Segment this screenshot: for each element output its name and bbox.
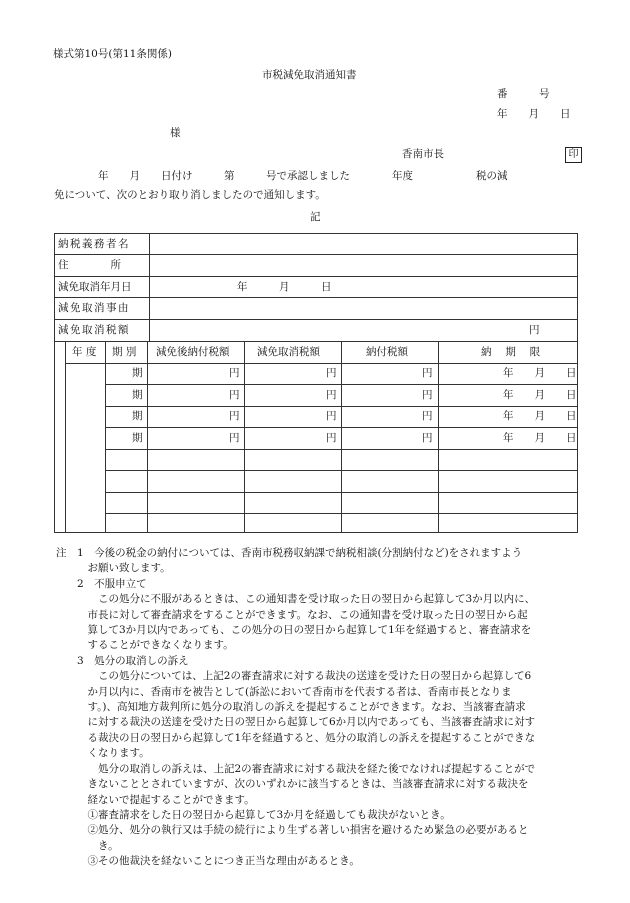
- col-deadline: 納 期 限: [481, 346, 541, 358]
- table-row-pay: 円: [422, 432, 433, 444]
- table-row-deadline: 年 月 日: [503, 432, 577, 444]
- body-line-2: 免について、次のとおり取り消しましたので通知します。: [54, 189, 326, 201]
- table-row-after: 円: [229, 389, 240, 401]
- issuer-name: 香南市長: [402, 148, 444, 160]
- note-line: か月以内に、香南市を被告として(訴訟において香南市を代表する者は、香南市長となりま: [56, 685, 512, 698]
- note-line: ③その他裁決を経ないことにつき正当な理由があるとき。: [56, 855, 360, 868]
- number-label: 番 号: [497, 88, 550, 100]
- notes-section: [56, 546, 584, 870]
- note-line: に対する裁決の送達を受けた日の翌日から起算して6か月以内であっても、当該審査請求に対す: [56, 716, 536, 729]
- col-pay-amount: 納付税額: [366, 346, 408, 358]
- table-row-period: 期: [132, 432, 143, 444]
- note-line: 処分の取消しの訴えは、上記2の審査請求に対する裁決を経た後でなければ提起することがで: [56, 762, 536, 775]
- table-row-deadline: 年 月 日: [503, 367, 577, 379]
- table-row-period: 期: [132, 410, 143, 422]
- note-line: 市長に対して審査請求をすることができます。なお、この通知書を受け取った日の翌日から起: [56, 608, 528, 621]
- cancel-date-label: 減免取消年月日: [58, 281, 132, 293]
- addressee-suffix: 様: [170, 127, 181, 139]
- table-row-deadline: 年 月 日: [503, 410, 577, 422]
- ki-label: 記: [310, 211, 321, 223]
- note-line: きないこととされていますが、次のいずれかに該当するときは、当該審査請求に対する裁決を: [56, 778, 529, 791]
- note-line: くなります。: [56, 747, 150, 760]
- note-line: 経ないで提起することができます。: [56, 793, 255, 806]
- table-row-cancel: 円: [326, 410, 337, 422]
- table-row-period: 期: [132, 389, 143, 401]
- note-line: この処分に不服があるときは、この通知書を受け取った日の翌日から起算して3か月以内に、: [56, 593, 536, 606]
- note-line: す。)、高知地方裁判所に処分の取消しの訴えを提起することができます。なお、当該審査請求: [56, 701, 526, 714]
- body-line-1: 年 月 日付け 第 号で承認しました 年度 税の減: [98, 170, 508, 182]
- note-line: お願い致します。: [56, 562, 171, 575]
- cancel-reason-label: 減免取消事由: [58, 302, 130, 314]
- table-row-pay: 円: [422, 389, 433, 401]
- address-label: 住 所: [58, 259, 121, 271]
- form-number: 様式第10号(第11条関係): [53, 48, 172, 60]
- note-line: 注 1 今後の税金の納付については、香南市税務収納課で納税相談(分割納付など)をされますよう: [56, 547, 523, 559]
- date-label: 年 月 日: [497, 108, 571, 120]
- table-row-after: 円: [229, 432, 240, 444]
- col-after-amount: 減免後納付税額: [156, 346, 230, 358]
- cancellation-table: [54, 233, 578, 533]
- note-line: この処分については、上記2の審査請求に対する裁決の送達を受けた日の翌日から起算して6: [56, 670, 532, 683]
- col-year: 年 度: [72, 346, 97, 358]
- table-row-pay: 円: [422, 410, 433, 422]
- note-line: ②処分、処分の執行又は手続の続行により生ずる著しい損害を避けるため緊急の必要があると: [56, 824, 529, 837]
- document-title: 市税減免取消通知書: [262, 69, 357, 81]
- col-period: 期 別: [112, 346, 137, 358]
- table-row-deadline: 年 月 日: [503, 389, 577, 401]
- col-cancel-amount: 減免取消税額: [257, 346, 320, 358]
- note-line: き。: [56, 839, 119, 852]
- note-line: 2 不服申立て: [56, 577, 147, 590]
- table-row-period: 期: [132, 367, 143, 379]
- table-row-pay: 円: [422, 367, 433, 379]
- note-line: 算して3か月以内であっても、この処分の日の翌日から起算して1年を経過すると、審査請求を: [56, 624, 532, 637]
- cancel-amount-label: 減免取消税額: [58, 324, 130, 336]
- note-line: 3 処分の取消しの訴え: [56, 654, 189, 667]
- cancel-amount-unit: 円: [529, 324, 540, 336]
- note-line: ①審査請求をした日の翌日から起算して3か月を経過しても裁決がないとき。: [56, 808, 451, 821]
- table-row-cancel: 円: [326, 432, 337, 444]
- table-row-cancel: 円: [326, 389, 337, 401]
- taxpayer-label: 納税義務者名: [58, 238, 130, 250]
- table-row-cancel: 円: [326, 367, 337, 379]
- seal-mark: 印: [565, 147, 582, 163]
- table-row-after: 円: [229, 367, 240, 379]
- table-row-after: 円: [229, 410, 240, 422]
- note-line: することができなくなります。: [56, 639, 234, 652]
- note-line: る裁決の日の翌日から起算して1年を経過すると、処分の取消しの訴えを提起することができな: [56, 731, 536, 744]
- cancel-date-value: 年 月 日: [237, 281, 332, 293]
